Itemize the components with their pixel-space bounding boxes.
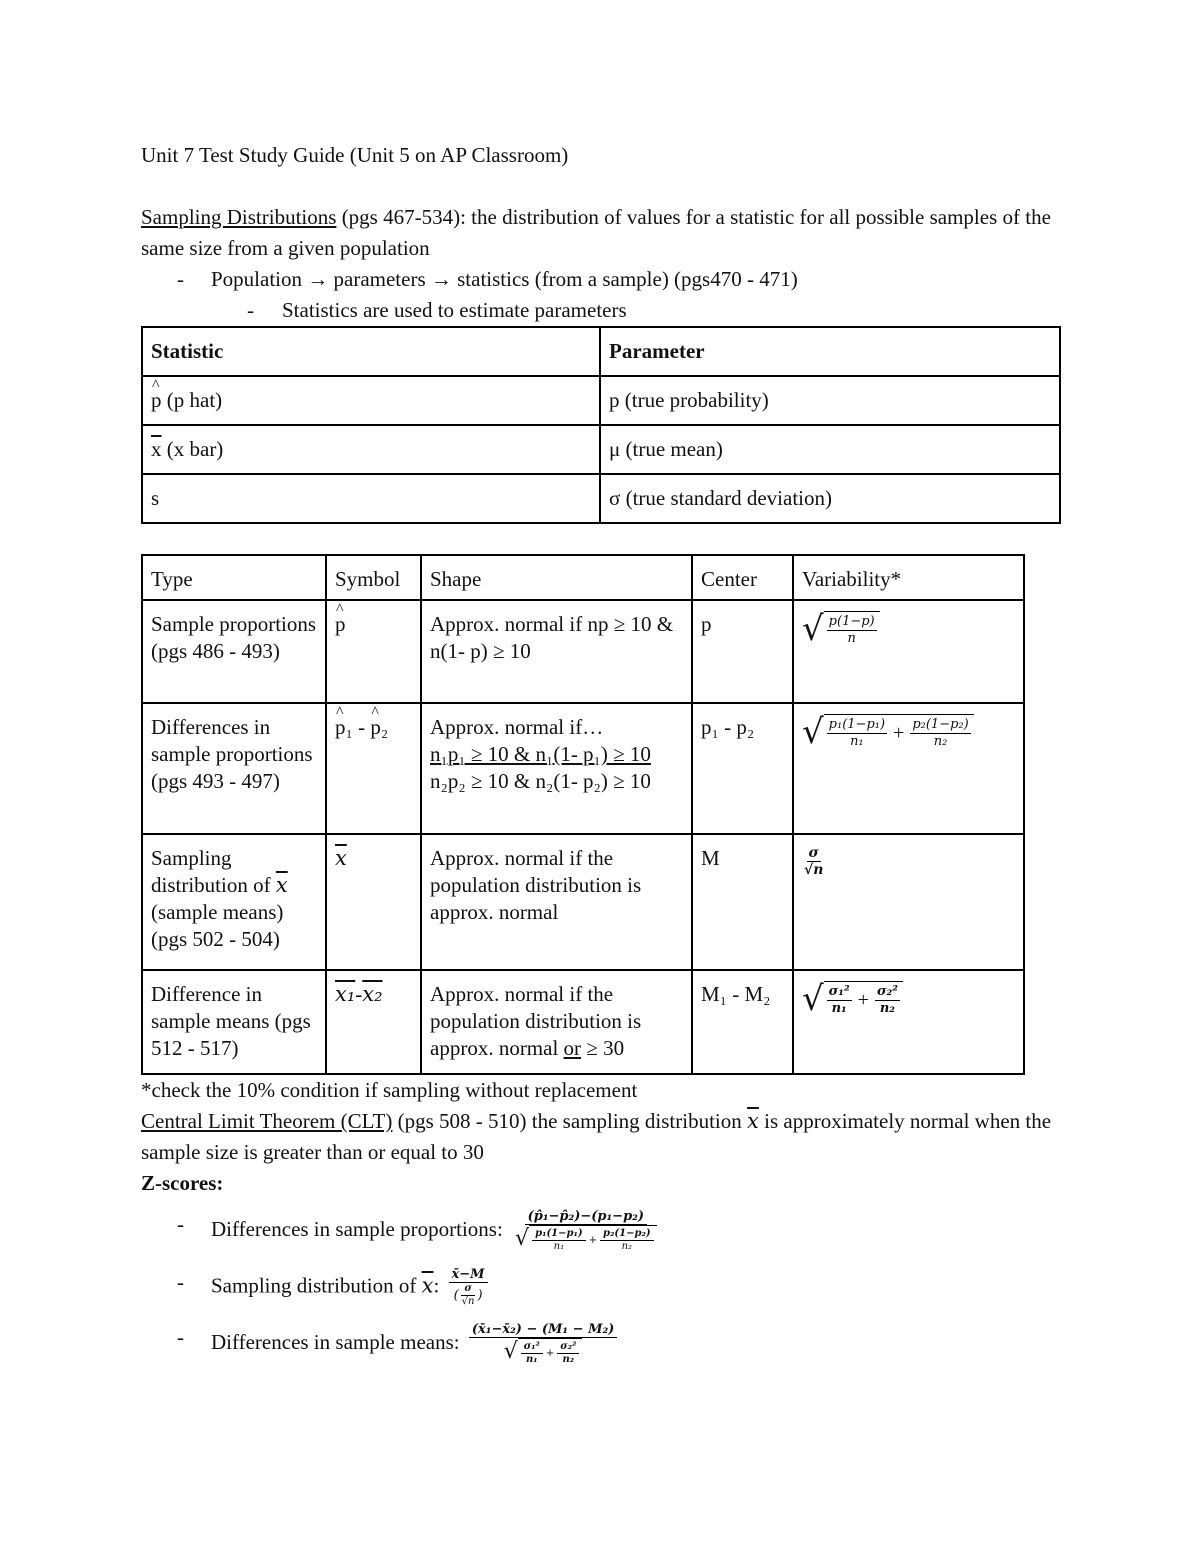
table-row	[142, 703, 1024, 834]
center-cell: M	[692, 834, 793, 970]
clt-heading: Central Limit Theorem (CLT)	[141, 1109, 393, 1133]
header-shape: Shape	[421, 555, 692, 600]
header-variability: Variability*	[793, 555, 1024, 600]
table-row	[142, 474, 1060, 523]
variability-cell	[793, 970, 1024, 1074]
header-parameter: Parameter	[600, 327, 1060, 376]
table-row	[142, 555, 1024, 600]
symbol-cell: ^ p₁ - ^ p₂	[326, 703, 421, 834]
parameter-cell: σ (true standard deviation)	[600, 474, 1060, 523]
sampling-distribution-table	[141, 554, 1025, 1075]
table-row	[142, 376, 1060, 425]
header-symbol: Symbol	[326, 555, 421, 600]
table-row	[142, 327, 1060, 376]
zscore-item-means: - Sampling distribution of $\overline{x}$: x̄−M ( $\frac{\sigma}{√n}$ )	[141, 1267, 1071, 1308]
sqrt-formula: √ $\frac{\text{σ₁²}}{\text{n₁}}$ + $\frac{\text{σ₂²}}{\text{n₂}}$	[802, 981, 903, 1017]
center-cell: p	[692, 600, 793, 703]
statistic-cell: s	[142, 474, 600, 523]
table-row	[142, 834, 1024, 970]
table-row	[142, 970, 1024, 1074]
sampling-definition	[141, 202, 1071, 264]
table-row	[142, 425, 1060, 474]
parameter-cell: p (true probability)	[600, 376, 1060, 425]
sqrt-formula: √ $\frac{p(1-p)}{n}$	[802, 611, 880, 647]
symbol-cell: $\overline{x}$	[326, 834, 421, 970]
zscore-item-diff-means: - Differences in sample means: (x̄₁−x̄₂) − (M₁ − M₂) √ $\frac{\text{σ₁²}}{\text{n₁}}$ + $\frac{\text{σ₂²}}{\text{n₂}}$	[141, 1322, 1071, 1366]
center-cell: p₁ - p₂	[692, 703, 793, 834]
zscores-heading: Z-scores:	[141, 1171, 224, 1195]
sqrt-formula: √ $\frac{\text{p₁(1−p₁)}}{\text{n₁}}$ + $\frac{\text{p₂(1−p₂)}}{\text{n₂}}$	[802, 714, 974, 750]
parameter-cell: μ (true mean)	[600, 425, 1060, 474]
symbol-cell: x₁-x₂	[326, 970, 421, 1074]
page-title: Unit 7 Test Study Guide (Unit 5 on AP Classroom)	[141, 143, 569, 167]
center-cell: M₁ - M₂	[692, 970, 793, 1074]
header-type: Type	[142, 555, 326, 600]
shape-cell: Approx. normal if the population distribution is approx. normal	[421, 834, 692, 970]
statistic-parameter-table	[141, 326, 1061, 524]
symbol-cell: ^ p	[326, 600, 421, 703]
variability-cell	[793, 600, 1024, 703]
clt-paragraph: Central Limit Theorem (CLT) (pgs 508 - 510) the sampling distribution $\overline{x}$ is approximately normal when the sample size is greater than or equal to 30	[141, 1109, 1052, 1164]
bullet-population: - Population → parameters → statistics (from a sample) (pgs470 - 471)	[177, 267, 798, 291]
zscore-formula: x̄−M ( $\frac{\sigma}{√n}$ )	[449, 1267, 488, 1308]
sampling-text: (pgs 467-534): the distribution of values for a statistic for all possible samples of the same size from a given population	[141, 205, 1051, 260]
type-cell: Difference in sample means (pgs 512 - 517)	[142, 970, 326, 1074]
header-center: Center	[692, 555, 793, 600]
shape-cell: Approx. normal if np ≥ 10 & n(1- p) ≥ 10	[421, 600, 692, 703]
footnote: *check the 10% condition if sampling without replacement	[141, 1078, 638, 1102]
zscore-formula: (p̂₁−p̂₂)−(p₁−p₂) √ $\frac{\text{p₁(1−p₁)}}{\text{n₁}}$ + $\frac{\text{p₂(1−p₂)}}{\text{n₂}}$	[512, 1209, 660, 1253]
zscore-formula: (x̄₁−x̄₂) − (M₁ − M₂) √ $\frac{\text{σ₁²}}{\text{n₁}}$ + $\frac{\text{σ₂²}}{\text{n₂}}$	[469, 1322, 617, 1366]
bullet-statistics: - Statistics are used to estimate parameters	[247, 298, 627, 322]
shape-cell: Approx. normal if… n₁p₁ ≥ 10 & n₁(1- p₁) ≥ 10 n₂p₂ ≥ 10 & n₂(1- p₂) ≥ 10	[421, 703, 692, 834]
table-row	[142, 600, 1024, 703]
variability-cell	[793, 703, 1024, 834]
study-guide-page	[141, 140, 1071, 1366]
sigma-over-root-n: $\frac{\sigma}{√n}$	[804, 845, 824, 878]
sampling-heading: Sampling Distributions	[141, 205, 337, 229]
statistic-cell: $\overline{x}$ (x bar)	[142, 425, 600, 474]
variability-cell	[793, 834, 1024, 970]
type-cell: Differences in sample proportions (pgs 493 - 497)	[142, 703, 326, 834]
type-cell: Sample proportions (pgs 486 - 493)	[142, 600, 326, 703]
statistic-cell: ^ p (p hat)	[142, 376, 600, 425]
type-cell: Sampling distribution of $\overline{x}$ (sample means) (pgs 502 - 504)	[142, 834, 326, 970]
zscore-item-proportions: - Differences in sample proportions: (p̂₁−p̂₂)−(p₁−p₂) √ $\frac{\text{p₁(1−p₁)}}{\text{n₁}}$ + $\frac{\text{p₂(1−p₂)}}{\text{n₂}}$	[141, 1209, 1071, 1253]
header-statistic: Statistic	[142, 327, 600, 376]
shape-cell: Approx. normal if the population distribution is approx. normal or ≥ 30	[421, 970, 692, 1074]
